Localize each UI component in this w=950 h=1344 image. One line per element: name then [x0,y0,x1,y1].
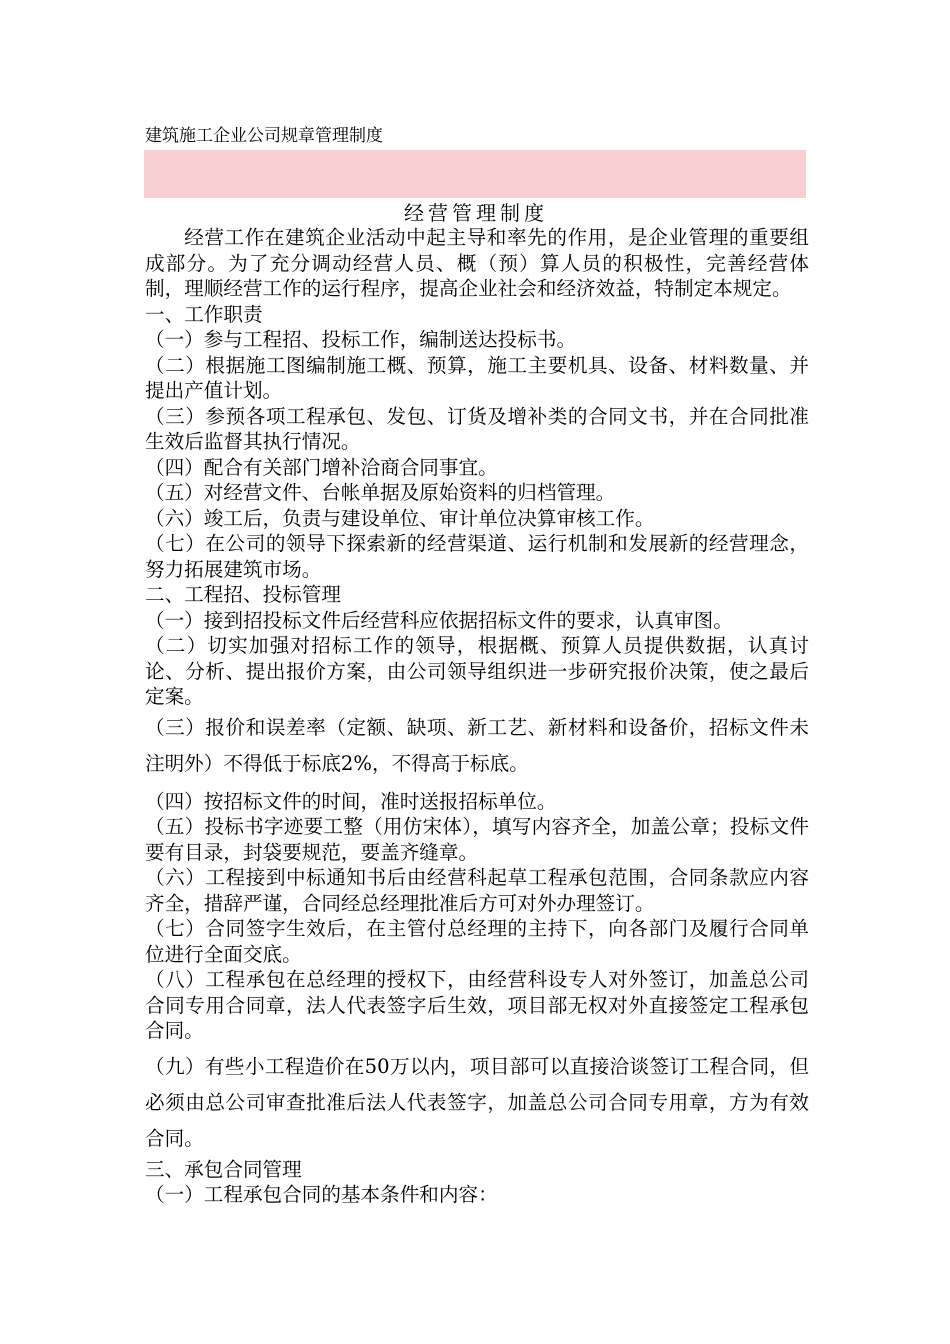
clause-1-7: （七）在公司的领导下探索新的经营渠道、运行机制和发展新的经营理念，努力拓展建筑市场。 [145,532,809,581]
clause-1-4: （四）配合有关部门增补洽商合同事宜。 [145,455,498,479]
clause-2-6: （六）工程接到中标通知书后由经营科起草工程承包范围，合同条款应内容齐全，措辞严谨，合同经总经理批准后方可对外办理签订。 [145,866,809,915]
chapter-heading-3: 三、承包合同管理 [145,1157,302,1181]
clause-1-6: （六）竣工后，负责与建设单位、审计单位决算审核工作。 [145,506,655,530]
clause-1-2: （二）根据施工图编制施工概、预算，施工主要机具、设备、材料数量、并提出产值计划。 [145,353,809,402]
highlight-band [144,150,806,198]
clause-2-7: （七）合同签字生效后，在主管付总经理的主持下，向各部门及履行合同单位进行全面交底。 [145,917,809,966]
clause-2-2: （二）切实加强对招标工作的领导，根据概、预算人员提供数据，认真讨论、分析、提出报价方案，由公司领导组织进一步研究报价决策，使之最后定案。 [145,634,809,708]
chapter-heading-1: 一、工作职责 [145,302,263,326]
clause-2-3: （三）报价和误差率（定额、缺项、新工艺、新材料和设备价，招标文件未注明外）不得低于标底2%，不得高于标底。 [145,715,809,775]
chapter-heading-2: 二、工程招、投标管理 [145,583,341,606]
clause-1-1: （一）参与工程招、投标工作，编制送达投标书。 [145,328,577,351]
clause-2-1: （一）接到招投标文件后经营科应依据招标文件的要求，认真审图。 [145,608,733,632]
clause-2-4: （四）按招标文件的时间，准时送报招标单位。 [145,789,557,813]
document-title: 建筑施工企业公司规章管理制度 [145,126,383,146]
clause-1-5: （五）对经营文件、台帐单据及原始资料的归档管理。 [145,481,616,504]
document-body [145,225,809,1208]
clause-1-3: （三）参预各项工程承包、发包、订货及增补类的合同文书，并在合同批准生效后监督其执行情况。 [145,404,809,453]
intro-paragraph: 经营工作在建筑企业活动中起主导和率先的作用，是企业管理的重要组成部分。为了充分调动经营人员、概（预）算人员的积极性，完善经营体制，理顺经营工作的运行程序，提高企业社会和经济效益，特制定本规定。 [145,226,809,300]
clause-2-5: （五）投标书字迹要工整（用仿宋体），填写内容齐全，加盖公章；投标文件要有目录，封袋要规范，要盖齐缝章。 [145,815,809,864]
section-heading: 经营管理制度 [404,201,548,225]
clause-3-1: （一）工程承包合同的基本条件和内容： [145,1183,498,1206]
clause-2-8: （八）工程承包在总经理的授权下，由经营科设专人对外签订，加盖总公司合同专用合同章，法人代表签字后生效，项目部无权对外直接签定工程承包合同。 [145,968,809,1042]
clause-2-9: （九）有些小工程造价在50万以内，项目部可以直接洽谈签订工程合同，但必须由总公司审查批准后法人代表签字，加盖总公司合同专用章，方为有效合同。 [145,1054,809,1150]
